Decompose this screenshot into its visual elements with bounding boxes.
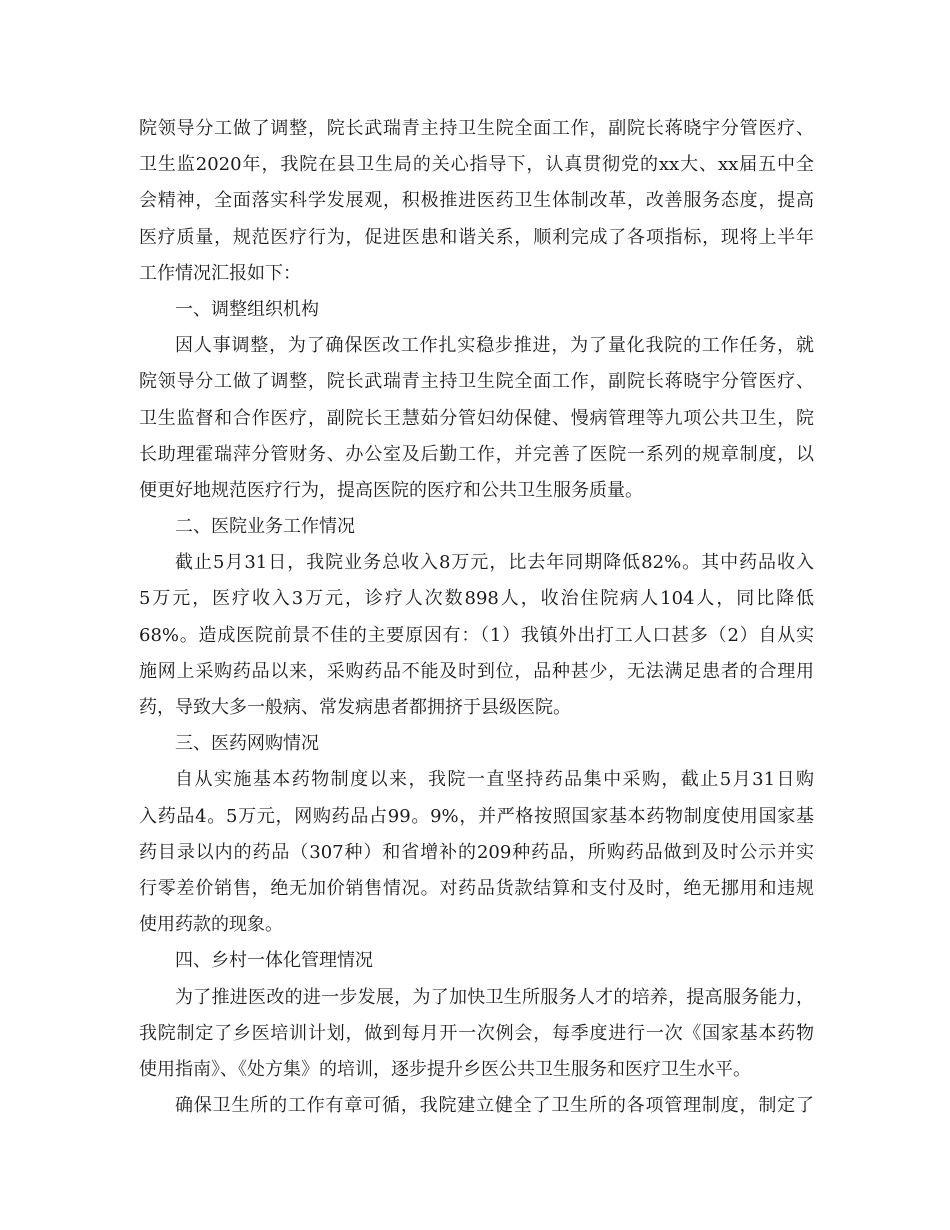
section-heading: 四、乡村一体化管理情况: [175, 950, 373, 972]
body-line: 药，导致大多一般病、常发病患者都拥挤于县级医院。: [139, 697, 571, 718]
body-line: 医疗质量，规范医疗行为，促进医患和谐关系，顺利完成了各项指标，现将上半年: [139, 226, 814, 248]
body-line: 药目录以内的药品（307种）和省增补的209种药品，所购药品做到及时公示并实: [139, 841, 814, 863]
section-heading: 二、医院业务工作情况: [175, 516, 355, 538]
section-heading: 三、医药网购情况: [175, 733, 319, 755]
body-line: 为了推进医改的进一步发展，为了加快卫生所服务人才的培养，提高服务能力，: [175, 986, 814, 1008]
body-line: 使用药款的现象。: [139, 914, 283, 936]
body-line: 卫生监2020年，我院在县卫生局的关心指导下，认真贯彻党的xx大、xx届五中全: [139, 154, 814, 176]
body-line: 5万元，医疗收入3万元，诊疗人次数898人，收治住院病人104人，同比降低: [139, 588, 814, 610]
body-line: 院领导分工做了调整，院长武瑞青主持卫生院全面工作，副院长蒋晓宇分管医疗、: [139, 118, 814, 139]
body-line: 卫生监督和合作医疗，副院长王慧茹分管妇幼保健、慢病管理等九项公共卫生，院: [139, 407, 814, 429]
body-line: 院领导分工做了调整，院长武瑞青主持卫生院全面工作，副院长蒋晓宇分管医疗、: [139, 371, 814, 393]
body-line: 施网上采购药品以来，采购药品不能及时到位，品种甚少，无法满足患者的合理用: [139, 660, 814, 682]
body-line: 确保卫生所的工作有章可循，我院建立健全了卫生所的各项管理制度，制定了: [175, 1095, 814, 1117]
body-line: 行零差价销售，绝无加价销售情况。对药品货款结算和支付及时，绝无挪用和违规: [139, 877, 814, 899]
body-line: 长助理霍瑞萍分管财务、办公室及后勤工作，并完善了医院一系列的规章制度，以: [139, 443, 814, 465]
body-line: 因人事调整，为了确保医改工作扎实稳步推进，为了量化我院的工作任务，就: [175, 335, 814, 357]
body-line: 便更好地规范医疗行为，提高医院的医疗和公共卫生服务质量。: [139, 479, 643, 501]
body-line: 使用指南》、《处方集》的培训，逐步提升乡医公共卫生服务和医疗卫生水平。: [139, 1058, 751, 1080]
body-line: 会精神，全面落实科学发展观，积极推进医药卫生体制改革，改善服务态度，提高: [139, 190, 814, 212]
body-line: 入药品4。5万元，网购药品占99。9%，并严格按照国家基本药物制度使用国家基: [139, 805, 814, 827]
body-line: 工作情况汇报如下：: [139, 262, 301, 284]
body-line: 自从实施基本药物制度以来，我院一直坚持药品集中采购，截止5月31日购: [175, 769, 814, 791]
section-heading: 一、调整组织机构: [175, 298, 319, 320]
body-line: 我院制定了乡医培训计划，做到每月开一次例会，每季度进行一次《国家基本药物: [139, 1022, 814, 1044]
body-line: 截止5月31日，我院业务总收入8万元，比去年同期降低82%。其中药品收入: [175, 552, 814, 574]
document-body: [139, 111, 814, 1124]
body-line: 68%。造成医院前景不佳的主要原因有：（1）我镇外出打工人口甚多（2）自从实: [139, 624, 814, 646]
